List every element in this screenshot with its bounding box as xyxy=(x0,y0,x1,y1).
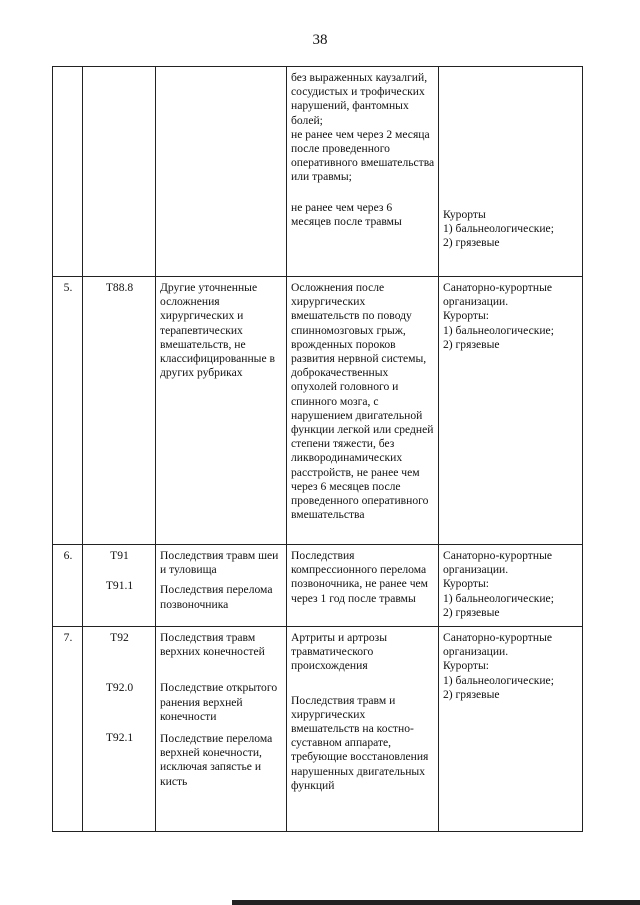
diagnosis-cell xyxy=(156,67,287,277)
icd-code-cell xyxy=(83,277,156,545)
resort-text: Санаторно-курортные организации. Курорты: 1) бальнеологические; 2) грязевые xyxy=(443,281,554,351)
diagnosis-text: Последствия травм верхних конечностей xyxy=(160,631,265,659)
condition-text: без выраженных каузалгий, сосудистых и трофических нарушений, фантомных болей; не ранее чем через 2 месяца после проведенного оперативного вмешательства или травмы; xyxy=(291,71,435,184)
scan-edge xyxy=(232,900,640,905)
diagnosis-text: Другие уточненные осложнения хирургических и терапевтических вмешательств, не классифицированные в других рубриках xyxy=(160,281,275,380)
diagnosis-text: Последствия травм шеи и туловища xyxy=(160,549,279,577)
table-row xyxy=(53,67,583,277)
table-row xyxy=(53,545,583,627)
conditions-cell xyxy=(287,67,439,277)
diagnosis-text: Последствие перелома верхней конечности, исключая запястье и кисть xyxy=(160,732,273,788)
resort-cell xyxy=(439,545,583,627)
diagnosis-cell xyxy=(156,277,287,545)
resort-cell xyxy=(439,67,583,277)
condition-text: Артриты и артрозы травматического происхождения xyxy=(291,631,388,673)
row-number: 7. xyxy=(53,627,83,832)
diagnosis-cell xyxy=(156,545,287,627)
resort-cell xyxy=(439,277,583,545)
row-number xyxy=(53,67,83,277)
conditions-cell xyxy=(287,277,439,545)
condition-text: Последствия компрессионного перелома позвоночника, не ранее чем через 1 год после травмы xyxy=(291,549,429,605)
resort-cell xyxy=(439,627,583,832)
condition-text: Последствия травм и хирургических вмешательств на костно-суставном аппарате, требующие восстановления нарушенных двигательных функций xyxy=(291,693,429,792)
table-row xyxy=(53,627,583,832)
conditions-cell xyxy=(287,545,439,627)
row-number: 6. xyxy=(53,545,83,627)
diagnosis-text: Последствия перелома позвоночника xyxy=(160,583,273,611)
diagnosis-cell xyxy=(156,627,287,832)
icd-code: T92 xyxy=(110,631,129,644)
table-row xyxy=(53,277,583,545)
condition-text: не ранее чем через 6 месяцев после травмы xyxy=(291,200,402,228)
icd-code-cell xyxy=(83,67,156,277)
icd-code: T91.1 xyxy=(105,579,134,593)
row-number: 5. xyxy=(53,277,83,545)
diagnosis-text: Последствие открытого ранения верхней конечности xyxy=(160,681,278,723)
resort-text: Санаторно-курортные организации. Курорты: 1) бальнеологические; 2) грязевые xyxy=(443,549,554,619)
icd-code-cell xyxy=(83,627,156,832)
indications-table xyxy=(52,66,583,832)
icd-code: T92.1 xyxy=(105,731,134,745)
conditions-cell xyxy=(287,627,439,832)
resort-text: Курорты 1) бальнеологические; 2) грязевые xyxy=(443,208,554,250)
icd-code: T88.8 xyxy=(105,281,134,294)
resort-text: Санаторно-курортные организации. Курорты: 1) бальнеологические; 2) грязевые xyxy=(443,631,554,701)
icd-code: T92.0 xyxy=(105,681,134,695)
page-number: 38 xyxy=(312,32,328,48)
icd-code-cell xyxy=(83,545,156,627)
icd-code: T91 xyxy=(110,549,129,562)
condition-text: Осложнения после хирургических вмешательств по поводу спинномозговых грыж, врожденных пороков развития нервной системы, доброкачественных опухолей головного и спинного мозга, с нарушением двигательной функции легкой или средней степени тяжести, без ликвородинамических расстройств, не ранее чем через 6 месяцев после проведенного оперативного вмешательства xyxy=(291,281,434,522)
